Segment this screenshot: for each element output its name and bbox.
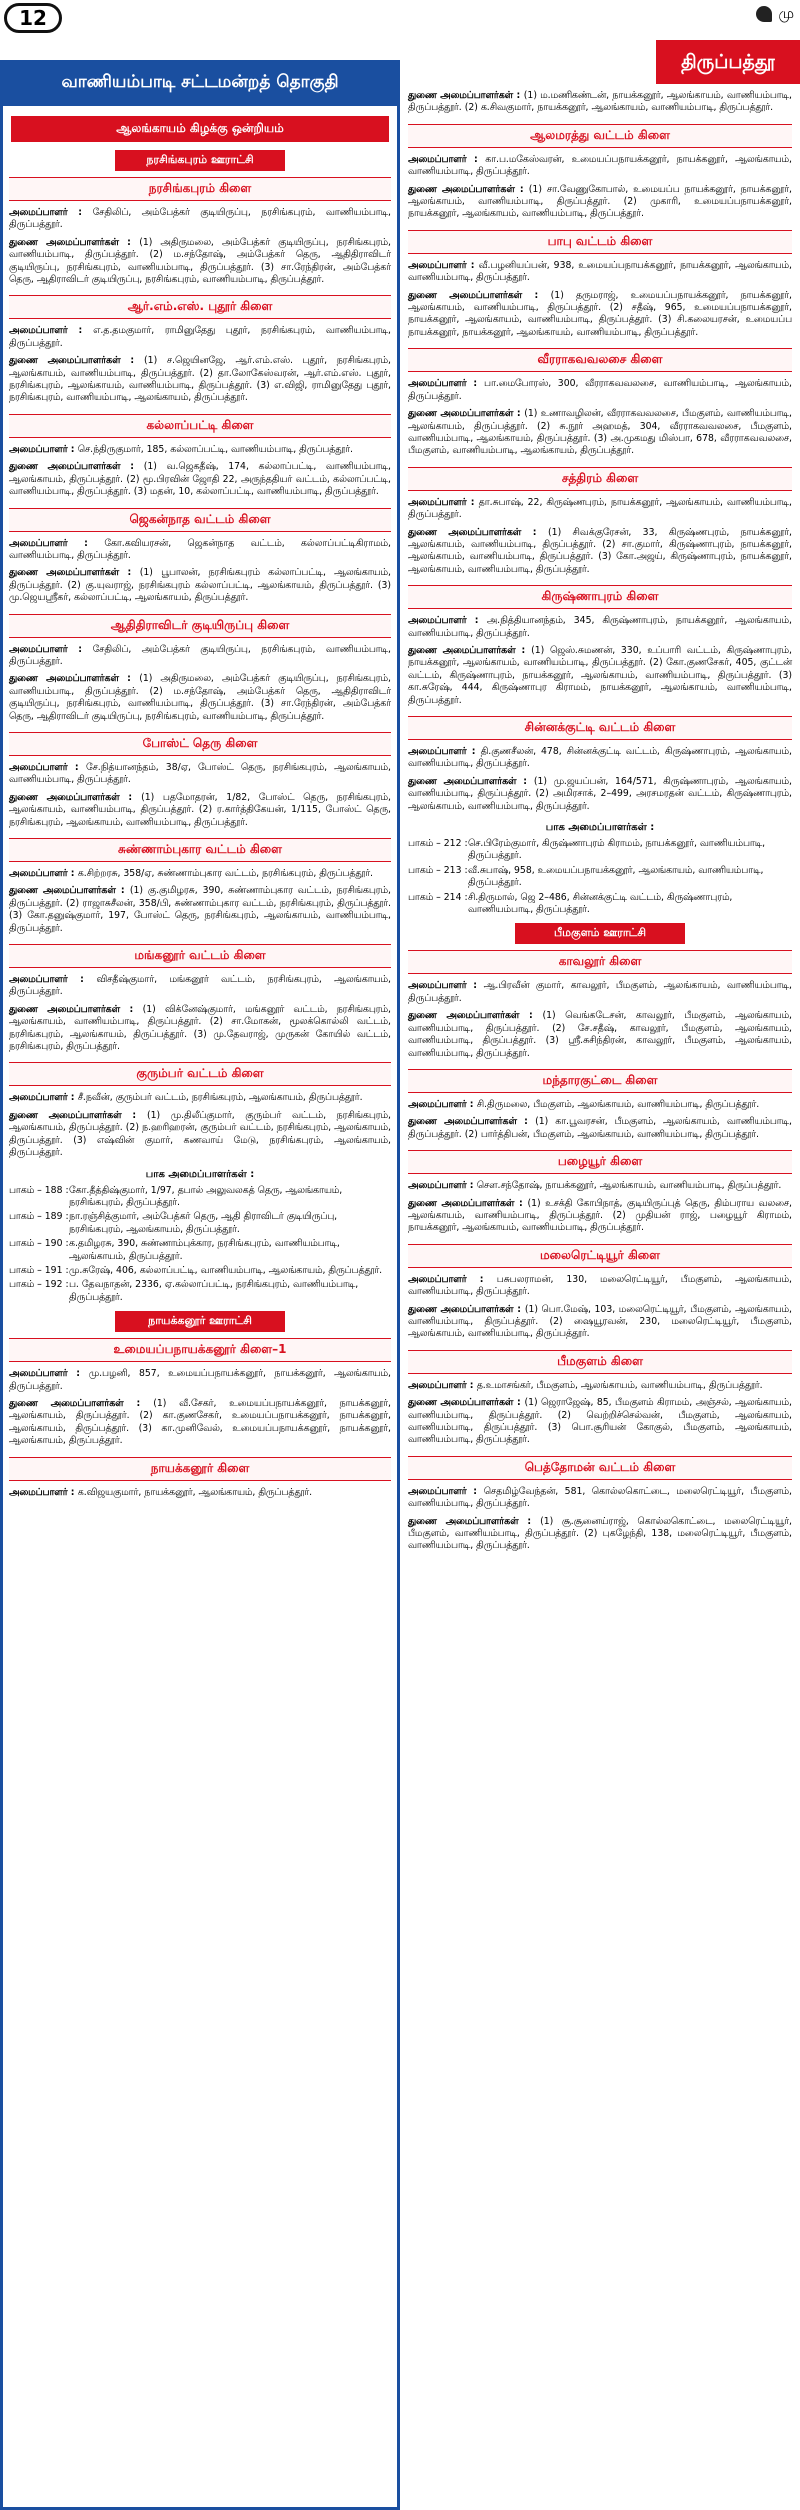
member-entry: [402, 1272, 798, 1302]
booth-number: பாகம் – 191 :: [9, 1264, 69, 1276]
member-entry: [402, 182, 798, 224]
branch-heading: கிருஷ்ணாபுரம் கிளை: [408, 585, 792, 609]
member-details: செதமிழ்வேந்தன், 581, கொல்லகொட்டை, மலைரெட்டியூர், பீமகுளம், வாணியம்பாடி, திருப்பத்தூர்.: [408, 1485, 792, 1510]
member-details: சே.நித்யானந்தம், 38/ஏ, போஸ்ட் தெரு, நரசிங்கபுரம், ஆலங்காயம், வாணியம்பாடி, திருப்பத்தூர்.: [9, 761, 391, 786]
member-details: சேதிலிப், அம்பேத்கர் குடியிருப்பு, நரசிங்கபுரம், வாணியம்பாடி, திருப்பத்தூர்.: [9, 207, 391, 231]
member-details: (1) சூ.சூனைய்ராஜ், கொல்லகொட்டை, மலைரெட்டியூர், பீமகுளம், வாணியம்பாடி, திருப்பத்தூர். (2) புகழேந்தி, 138, மலைரெட்டியூர், பீமகுளம், வாணியம்பாடி, திருப்பத்தூர்.: [408, 1515, 792, 1552]
member-entry: [3, 536, 397, 566]
member-details: (1) ம.மணிகண்டன், நாயக்கனூர், ஆலங்காயம், வாணியம்பாடி, திருப்பத்தூர். (2) க.சிவகுமார், நாயக்கனூர், ஆலங்காயம், வாணியம்பாடி, திருப்பத்தூர்.: [408, 90, 792, 114]
booth-entry: [3, 1237, 397, 1264]
role-label: அமைப்பாளர் :: [9, 207, 93, 218]
member-details: (1) அதிருமலை, அம்பேத்கர் குடியிருப்பு, நரசிங்கபுரம், வாணியம்பாடி, திருப்பத்தூர். (2) ம.சந்தோஷ், அம்பேத்கர் தெரு, ஆதிதிராவிடர் குடியிருப்பு, நரசிங்கபுரம், வாணியம்பாடி, திருப்பத்தூர். (3) சா.ரேந்திரன், அம்பேத்கர் தெரு, ஆதிராவிடர் குடியிருப்பு, நரசிங்கபுரம், வாணியம்பாடி, திருப்பத்தூர்.: [9, 236, 391, 286]
branch-heading: மங்கனூர் வட்டம் கிளை: [9, 944, 391, 968]
member-details: செள.சந்தோஷ், நாயக்கனூர், ஆலங்காயம், வாணியம்பாடி, திருப்பத்தூர்.: [476, 1180, 782, 1192]
district-banner: திருப்பத்தூ: [656, 40, 800, 84]
member-entry: [402, 495, 798, 525]
booth-number: பாகம் – 213 :: [408, 864, 468, 876]
member-details: (1) உசக்தி கோபிநாத், குடியிருப்புத் தெரு, திம்பராய வலசை, ஆலங்காயம், வாணியம்பாடி, திருப்பத்தூர். (2) முதியன் ராஜ், பழையூர் கிராமம், நாயக்கனூர், ஆலங்காயம், வாணியம்பாடி, திருப்பத்தூர்.: [408, 1197, 792, 1234]
booth-number: பாகம் – 212 :: [408, 838, 468, 850]
role-label: துணை அமைப்பாளர்கள் :: [9, 791, 142, 803]
branch-heading: சுண்ணாம்புகார வட்டம் கிளை: [9, 838, 391, 862]
branch-heading: பீமகுளம் கிளை: [408, 1350, 792, 1374]
panchayat-heading: நரசிங்கபுரம் ஊராட்சி: [115, 150, 285, 171]
panchayat-heading: நாயக்கனூர் ஊராட்சி: [115, 1311, 285, 1332]
role-label: அமைப்பாளர் :: [9, 974, 97, 986]
branch-heading: மலைரெட்டியூர் கிளை: [408, 1244, 792, 1268]
member-details: (1) சா.வேணுகோபால், உமையப்ப நாயக்கனூர், நாயக்கனூர், ஆலங்காயம், வாணியம்பாடி, திருப்பத்தூர். (2) முகாரி, உமையப்பநாயக்கனூர், நாயக்கனூர், ஆலங்காயம், வாணியம்பாடி, திருப்பத்தூர்.: [408, 183, 792, 220]
member-entry: [3, 760, 397, 790]
booth-entry: [3, 1278, 397, 1305]
member-entry: [402, 406, 798, 461]
member-details: கா.ப.மகேஸ்வரன், உமையப்பநாயக்கனூர், நாயக்கனூர், ஆலங்காயம், வாணியம்பாடி, திருப்பத்தூர்.: [408, 153, 792, 178]
member-entry: [3, 1366, 397, 1396]
branch-heading: நாயக்கனூர் கிளை: [9, 1457, 391, 1481]
member-details: விசதீஷ்குமார், மங்கனூர் வட்டம், நரசிங்கபுரம், ஆலங்காயம், திருப்பத்தூர்.: [9, 974, 391, 998]
role-label: அமைப்பாளர் :: [9, 325, 94, 337]
role-label: துணை அமைப்பாளர்கள் :: [408, 1010, 543, 1022]
logo-icon: [756, 6, 772, 22]
member-entry: [3, 1002, 397, 1057]
member-details: (1) பூபாலன், நரசிங்கபுரம் கல்லாப்பட்டி, ஆலங்காயம், திருப்பத்தூர். (2) கு.யுவராஜ், நரசிங்கபுரம் கல்லாப்பட்டி, ஆலங்காயம், திருப்பத்தூர். (3) மு.ஜெயஸ்ரீகர், கல்லாப்பட்டி, ஆலங்காயம், திருப்பத்தூர்.: [9, 567, 391, 604]
role-label: அமைப்பாளர் :: [408, 1180, 477, 1192]
member-entry: [402, 525, 798, 580]
member-details: (1) வீ.சேகர், உமையப்பநாயக்கனூர், நாயக்கனூர், ஆலங்காயம், திருப்பத்தூர். (2) கா.குணசேகர், உமையப்பநாயக்கனூர், நாயக்கனூர், ஆலங்காயம், திருப்பத்தூர். (3) கா.முனிவேல், உமையப்பநாயக்கனூர், நாயக்கனூர், ஆலங்காயம், திருப்பத்தூர்.: [9, 1397, 391, 1447]
role-label: துணை அமைப்பாளர்கள் :: [408, 90, 524, 101]
branch-heading: ஜெகன்நாத வட்டம் கிளை: [9, 508, 391, 532]
branch-heading: நரசிங்கபுரம் கிளை: [9, 177, 391, 201]
member-entry: [402, 376, 798, 406]
member-entry: [3, 235, 397, 290]
branch-heading: பழையூர் கிளை: [408, 1150, 792, 1174]
role-label: அமைப்பாளர் :: [9, 1368, 89, 1380]
member-details: (1) மு.ஜயப்பன், 164/571, கிருஷ்ணாபுரம், ஆலங்காயம், வாணியம்பாடி, திருப்பத்தூர். (2) அமிரசாக், 2–499, அரசமரதன் வட்டம், கிருஷ்ணாபுரம், ஆலங்காயம், வாணியம்பாடி, திருப்பத்தூர்.: [408, 775, 792, 812]
member-details: பசுபலராமன், 130, மலைரெட்டியூர், பீமகுளம், ஆலங்காயம், வாணியம்பாடி, திருப்பத்தூர்.: [408, 1273, 792, 1298]
booth-entry: [402, 837, 798, 864]
member-entry: [3, 565, 397, 607]
role-label: அமைப்பாளர் :: [9, 443, 78, 455]
role-label: அமைப்பாளர் :: [9, 537, 105, 549]
left-column: [0, 60, 400, 2510]
member-entry: [3, 671, 397, 726]
member-details: (1) பதமோதரன், 1/82, போஸ்ட் தெரு, நரசிங்கபுரம், ஆலங்காயம், வாணியம்பாடி, திருப்பத்தூர். (2) ர.கார்த்திகேயன், 1/115, போஸ்ட் தெரு, நரசிங்கபுரம், ஆலங்காயம், வாணியம்பாடி, திருப்பத்தூர்.: [9, 791, 391, 828]
role-label: அமைப்பாளர் :: [408, 378, 485, 390]
member-entry: [3, 459, 397, 501]
panchayat-heading: பீமகுளம் ஊராட்சி: [515, 923, 685, 944]
booth-details: வீ.சுபாஷ், 958, உமையப்பநாயக்கனூர், ஆலங்காயம், வாணியம்பாடி, திருப்பத்தூர்.: [468, 864, 764, 889]
member-entry: [3, 1090, 397, 1107]
role-label: துணை அமைப்பாளர்கள் :: [9, 1397, 154, 1409]
member-entry: [402, 1097, 798, 1114]
role-label: துணை அமைப்பாளர்கள் :: [408, 1116, 536, 1128]
role-label: அமைப்பாளர் :: [408, 259, 479, 271]
booth-number: பாகம் – 189 :: [9, 1211, 69, 1223]
member-entry: [402, 1484, 798, 1514]
branch-heading: உமையப்பநாயக்கனூர் கிளை–1: [9, 1338, 391, 1362]
union-heading: ஆலங்காயம் கிழக்கு ஒன்றியம்: [11, 116, 389, 142]
role-label: அமைப்பாளர் :: [408, 153, 486, 165]
role-label: துணை அமைப்பாளர்கள் :: [408, 1515, 541, 1527]
booth-number: பாகம் – 214 :: [408, 891, 468, 903]
role-label: அமைப்பாளர் :: [9, 868, 78, 879]
role-label: அமைப்பாளர் :: [408, 615, 487, 627]
masthead-text: மு: [778, 6, 794, 22]
right-column: [402, 88, 798, 2508]
member-entry: [402, 613, 798, 643]
role-label: அமைப்பாளர் :: [408, 746, 481, 757]
role-label: அமைப்பாளர் :: [408, 1273, 497, 1285]
member-details: (1) ஜெராஜேஷ், 85, பீமகுளம் கிராமம், அஞ்சல், ஆலங்காயம், வாணியம்பாடி, திருப்பத்தூர். (2) வெற்றிச்செல்வன், பீமகுளம், ஆலங்காயம், வாணியம்பாடி, திருப்பத்தூர். (3) பொ.சூரியன் கோகுல், பீமகுளம், ஆலங்காயம், வாணியம்பாடி, திருப்பத்தூர்.: [408, 1397, 792, 1446]
booth-details: சி.திருமால், ஜெ 2–486, சின்னக்குட்டி வட்டம், கிருஷ்ணாபுரம், வாணியம்பாடி, திருப்பத்தூர்.: [468, 891, 733, 916]
branch-heading: ஆலமரத்து வட்டம் கிளை: [408, 124, 792, 148]
page-header: [0, 0, 800, 36]
member-entry: [3, 323, 397, 353]
role-label: துணை அமைப்பாளர்கள் :: [408, 1397, 525, 1409]
role-label: அமைப்பாளர் :: [408, 1098, 477, 1110]
booth-subheading: பாக அமைப்பாளர்கள் :: [545, 822, 655, 834]
role-label: துணை அமைப்பாளர்கள் :: [408, 1303, 525, 1315]
role-label: அமைப்பாளர் :: [9, 761, 86, 773]
member-details: செ.ந்திருகுமார், 185, கல்லாப்பட்டி, வாணியம்பாடி, திருப்பத்தூர்.: [77, 443, 353, 455]
branch-heading: ஆர்.எம்.எஸ். புதூர் கிளை: [9, 295, 391, 319]
member-details: (1) ச.ஜெயினஜே, ஆர்.எம்.எஸ். புதூர், நரசிங்கபுரம், ஆலங்காயம், வாணியம்பாடி, திருப்பத்தூர். (2) தா.லோகேஸ்வரன், ஆர்.எம்.எஸ். புதூர், நரசிங்கபுரம், ஆலங்காயம், வாணியம்பாடி, திருப்பத்தூர். (3) எ.விஜி, ராமினுதேது புதூர், நரசிங்கபுரம், வாணியம்பாடி, ஆலங்காயம், திருப்பத்தூர்.: [9, 355, 391, 404]
member-details: (1) வ.ஜெகதீஷ், 174, கல்லாப்பட்டி, வாணியம்பாடி, ஆலங்காயம், திருப்பத்தூர். (2) மூ.பிரவின் ஜோதி 22, அருந்ததியர் வட்டம், கல்லாப்பட்டி, வாணியம்பாடி, திருப்பத்தூர். (3) மதன், 10, கல்லாப்பட்டி, வாணியம்பாடி, திருப்பத்தூர்.: [9, 461, 391, 498]
member-details: (1) அதிருமலை, அம்பேத்கர் குடியிருப்பு, நரசிங்கபுரம், வாணியம்பாடி, திருப்பத்தூர். (2) ம.சந்தோஷ், அம்பேத்கர் தெரு, ஆதிதிராவிடர் குடியிருப்பு, நரசிங்கபுரம், வாணியம்பாடி, திருப்பத்தூர். (3) சா.ரேந்திரன், அம்பேத்கர் தெரு, ஆதிராவிடர் குடியிருப்பு, நரசிங்கபுரம், வாணியம்பாடி, திருப்பத்தூர்.: [9, 673, 391, 722]
branch-heading: கல்லாப்பட்டி கிளை: [9, 414, 391, 438]
member-details: (1) கு.குமிழரசு, 390, சுண்ணாம்புகார வட்டம், நரசிங்கபுரம், திருப்பத்தூர். (2) ராஜாசுசீலன், 358/பி, சுண்ணாம்புகார வட்டம், நரசிங்கபுரம், திருப்பத்தூர். (3) கோ.தனுஷ்குமார், 197, போஸ்ட் தெரு, நரசிங்கபுரம், ஆலங்காயம், வாணியம்பாடி, திருப்பத்தூர்.: [9, 885, 391, 934]
member-details: அ.நித்தியானந்தம், 345, கிருஷ்ணாபுரம், நாயக்கனூர், ஆலங்காயம், வாணியம்பாடி, திருப்பத்தூர்.: [408, 615, 792, 639]
booth-entry: [402, 864, 798, 891]
member-entry: [402, 1196, 798, 1238]
member-entry: [402, 1008, 798, 1063]
role-label: துணை அமைப்பாளர்கள் :: [9, 236, 140, 248]
member-details: கோ.கவியரசன், ஜெகன்நாத வட்டம், கல்லாப்பட்டிகிராமம், வாணியம்பாடி, திருப்பத்தூர்.: [9, 537, 391, 561]
member-entry: [3, 866, 397, 883]
member-details: (1) சிவக்குரேசன், 33, கிருஷ்ணபுரம், நாயக்கனூர், ஆலங்காயம், வாணியம்பாடி, திருப்பத்தூர். (2) சா.குமார், கிருஷ்ணாபுரம், நாயக்கனூர், ஆலங்காயம், வாணியம்பாடி, திருப்பத்தூர். (3) கோ.அஜய், கிருஷ்ணாபுரம், நாயக்கனூர், ஆலங்காயம், வாணியம்பாடி, திருப்பத்தூர்.: [408, 526, 792, 575]
member-details: (1) உணாவழிலன், வீரராகவவலசை, பீமகுளம், வாணியம்பாடி, ஆலங்காயம், திருப்பத்தூர். (2) சு.நூர் அஹமத், 304, வீரராகவவலசை, பீமகுளம், வாணியம்பாடி, ஆலங்காயம், திருப்பத்தூர். (3) அ.முகமது மிஸ்பா, 678, வீரராகவவலசை, பீமகுளம், வாணியம்பாடி, ஆலங்காயம், திருப்பத்தூர்.: [408, 408, 792, 457]
member-details: க.சிற்றரசு, 358/ஏ, சுண்ணாம்புகார வட்டம், நரசிங்கபுரம், திருப்பத்தூர்.: [77, 868, 374, 879]
member-entry: [3, 442, 397, 459]
role-label: துணை அமைப்பாளர்கள் :: [9, 1109, 147, 1121]
booth-details: கோ.தீத்திஷ்குமார், 1/97, தபால் அலுவலகத் தெரு, ஆலங்காயம், நரசிங்கபுரம், திருப்பத்தூர்.: [69, 1184, 343, 1208]
member-entry: [402, 258, 798, 288]
booth-details: மு.சுரேஷ், 406, கல்லாப்பட்டி, வாணியம்பாடி, ஆலங்காயம், திருப்பத்தூர்.: [69, 1264, 383, 1276]
member-entry: [402, 1302, 798, 1344]
member-entry: [402, 152, 798, 182]
role-label: துணை அமைப்பாளர்கள் :: [408, 644, 532, 656]
member-details: (1) தருமராஜ், உமையப்பநாயக்கனூர், நாயக்கனூர், ஆலங்காயம், வாணியம்பாடி, திருப்பத்தூர். (2) சதீஷ், 965, உமையப்பநாயக்கனூர், நாயக்கனூர், ஆலங்காயம், வாணியம்பாடி, திருப்பத்தூர். (3) சி.கலையரசன், உமையப்ப நாயக்கனூர், நாயக்கனூர், ஆலங்காயம், வாணியம்பாடி, திருப்பத்தூர்.: [408, 289, 792, 338]
booth-number: பாகம் – 190 :: [9, 1238, 69, 1250]
branch-heading: போஸ்ட் தெரு கிளை: [9, 732, 391, 756]
member-details: தா.சுபாஷ், 22, கிருஷ்ணபுரம், நாயக்கனூர், ஆலங்காயம், வாணியம்பாடி, திருப்பத்தூர்.: [408, 496, 792, 521]
masthead-fragment: [756, 6, 794, 24]
booth-number: பாகம் – 188 :: [9, 1184, 69, 1196]
role-label: அமைப்பாளர் :: [9, 1092, 78, 1104]
role-label: துணை அமைப்பாளர்கள் :: [408, 775, 534, 787]
role-label: துணை அமைப்பாளர்கள் :: [9, 885, 130, 897]
member-entry: [3, 1485, 397, 1502]
member-entry: [402, 88, 798, 118]
member-details: த.உமாசங்கர், பீமகுளம், ஆலங்காயம், வாணியம்பாடி, திருப்பத்தூர்.: [476, 1379, 763, 1391]
booth-details: செ.பிரேம்குமார், கிருஷ்ணாபுரம் கிராமம், நாயக்கனூர், வாணியம்பாடி, திருப்பத்தூர்.: [468, 838, 766, 862]
member-details: ஆ.பிரவீன் குமார், காவலூர், பீமகுளம், ஆலங்காயம், வாணியம்பாடி, திருப்பத்தூர்.: [408, 980, 793, 1004]
member-entry: [402, 744, 798, 774]
branch-heading: குரும்பர் வட்டம் கிளை: [9, 1062, 391, 1086]
booth-entry: [3, 1210, 397, 1237]
member-entry: [402, 643, 798, 710]
booth-details: ப. தேவநாதன், 2336, ஏ.கல்லாப்பட்டி, நரசிங்கபுரம், வாணியம்பாடி, திருப்பத்தூர்.: [69, 1279, 359, 1303]
member-details: தி.குணசீலன், 478, சின்னக்குட்டி வட்டம், கிருஷ்ணாபுரம், ஆலங்காயம், வாணியம்பாடி, திருப்பத்தூர்.: [408, 746, 792, 770]
branch-heading: பாபு வட்டம் கிளை: [408, 230, 792, 254]
booth-entry: [3, 1264, 397, 1278]
member-details: (1) மு.திலீப்குமார், குரும்பர் வட்டம், நரசிங்கபுரம், ஆலங்காயம், திருப்பத்தூர். (2) ந.ஹரிஹரன், குரும்பர் வட்டம், நரசிங்கபுரம், ஆலங்காயம், திருப்பத்தூர். (3) எஷ்வின் குமார், கணவாய் மேடு, நரசிங்கபுரம், ஆலங்காயம், திருப்பத்தூர்.: [9, 1109, 391, 1159]
member-entry: [3, 353, 397, 408]
member-entry: [402, 1395, 798, 1450]
role-label: துணை அமைப்பாளர்கள் :: [408, 183, 529, 195]
role-label: துணை அமைப்பாளர்கள் :: [408, 1197, 528, 1209]
role-label: அமைப்பாளர் :: [408, 1485, 484, 1497]
member-details: (1) ஜெஸ்.சுமணன், 330, உப்பாரி வட்டம், கிருஷ்ணாபுரம், நாயக்கனூர், ஆலங்காயம், வாணியம்பாடி, திருப்பத்தூர். (2) கோ.குணசேகர், 405, குட்டன் வட்டம், கிருஷ்ணாபுரம், நாயக்கனூர், ஆலங்காயம், வாணியம்பாடி, திருப்பத்தூர். (3) கா.சுரேஷ், 444, கிருஷ்ணாபுர கிராமம், நாயக்கனூர், ஆலங்காயம், வாணியம்பாடி, திருப்பத்தூர்.: [408, 644, 792, 706]
booth-entry: [3, 1184, 397, 1211]
role-label: துணை அமைப்பாளர்கள் :: [408, 408, 525, 420]
role-label: துணை அமைப்பாளர்கள் :: [408, 526, 549, 538]
branch-heading: வீரராகவவலசை கிளை: [408, 348, 792, 372]
member-entry: [3, 883, 397, 938]
member-details: (1) பொ.மேஷ், 103, மலைரெட்டியூர், பீமகுளம், ஆலங்காயம், வாணியம்பாடி, திருப்பத்தூர். (2) ஷையூரவன், 230, மலைரெட்டியூர், பீமகுளம், ஆலங்காயம், வாணியம்பாடி, திருப்பத்தூர்.: [408, 1303, 792, 1340]
branch-heading: மந்தாரகுட்டை கிளை: [408, 1069, 792, 1093]
role-label: அமைப்பாளர் :: [9, 1486, 78, 1498]
member-entry: [402, 1378, 798, 1395]
branch-heading: சத்திரம் கிளை: [408, 467, 792, 491]
branch-heading: பெத்தோமன் வட்டம் கிளை: [408, 1456, 792, 1480]
member-entry: [402, 978, 798, 1008]
member-details: மு.பழனி, 857, உமையப்பநாயக்கனூர், நாயக்கனூர், ஆலங்காயம், திருப்பத்தூர்.: [9, 1368, 391, 1392]
role-label: அமைப்பாளர் :: [9, 643, 93, 655]
role-label: துணை அமைப்பாளர்கள் :: [9, 461, 144, 473]
booth-details: க.தமிழரசு, 390, சுண்ணாம்புக்கார, நரசிங்கபுரம், வாணியம்பாடி, ஆலங்காயம், திருப்பத்தூர்.: [69, 1238, 340, 1262]
member-entry: [402, 1114, 798, 1144]
member-details: சீ.நவீன், குரும்பர் வட்டம், நரசிங்கபுரம், ஆலங்காயம், திருப்பத்தூர்.: [77, 1092, 363, 1104]
role-label: துணை அமைப்பாளர்கள் :: [9, 1003, 143, 1015]
branch-heading: ஆதிதிராவிடர் குடியிருப்பு கிளை: [9, 614, 391, 638]
member-details: (1) கா.பூவரசன், பீமகுளம், ஆலங்காயம், வாணியம்பாடி, திருப்பத்தூர். (2) பார்த்திபன், பீமகுளம், ஆலங்காயம், வாணியம்பாடி, திருப்பத்தூர்.: [408, 1116, 792, 1140]
member-details: க.விஜயகுமார், நாயக்கனூர், ஆலங்காயம், திருப்பத்தூர்.: [77, 1486, 313, 1498]
member-entry: [3, 642, 397, 672]
constituency-title: வாணியம்பாடி சட்டமன்றத் தொகுதி: [3, 60, 397, 106]
role-label: அமைப்பாளர் :: [408, 496, 479, 508]
member-details: எ.த.தமகுமார், ராமினுதேது புதூர், நரசிங்கபுரம், வாணியம்பாடி, திருப்பத்தூர்.: [9, 325, 391, 349]
branch-heading: சின்னக்குட்டி வட்டம் கிளை: [408, 716, 792, 740]
member-entry: [3, 1108, 397, 1163]
booth-subheading: பாக அமைப்பாளர்கள் :: [145, 1168, 255, 1180]
member-details: பா.மைபோரஸ், 300, வீரராகவவலசை, வாணியம்பாடி, ஆலங்காயம், திருப்பத்தூர்.: [408, 378, 792, 402]
role-label: துணை அமைப்பாளர்கள் :: [408, 289, 551, 301]
member-entry: [402, 288, 798, 343]
member-entry: [402, 1514, 798, 1556]
member-details: சேதிலிப், அம்பேத்கர் குடியிருப்பு, நரசிங்கபுரம், வாணியம்பாடி, திருப்பத்தூர்.: [9, 643, 391, 667]
member-details: சி.திருமலை, பீமகுளம், ஆலங்காயம், வாணியம்பாடி, திருப்பத்தூர்.: [476, 1098, 760, 1110]
member-entry: [402, 774, 798, 816]
role-label: துணை அமைப்பாளர்கள் :: [9, 673, 140, 685]
member-entry: [3, 972, 397, 1002]
booth-number: பாகம் – 192 :: [9, 1279, 69, 1291]
member-entry: [3, 205, 397, 235]
role-label: துணை அமைப்பாளர்கள் :: [9, 355, 145, 367]
booth-details: நா.ரஞ்சித்குமார், அம்பேத்கர் தெரு, ஆதி திராவிடர் குடியிருப்பு, நரசிங்கபுரம், ஆலங்காயம், திருப்பத்தூர்.: [69, 1211, 338, 1235]
booth-entry: [402, 891, 798, 918]
member-details: வீ.பழனியப்பன், 938, உமையப்பநாயக்கனூர், நாயக்கனூர், ஆலங்காயம், வாணியம்பாடி, திருப்பத்தூர்.: [408, 259, 792, 284]
member-details: (1) விக்னேஷ்குமார், மங்கனூர் வட்டம், நரசிங்கபுரம், ஆலங்காயம், வாணியம்பாடி, திருப்பத்தூர். (2) சா.மோகன், மூலக்கொல்லி வட்டம், நரசிங்கபுரம், ஆலங்காயம், திருப்பத்தூர். (3) மு.தேவராஜ், முருகன் கோயில் வட்டம், நரசிங்கபுரம், திருப்பத்தூர்.: [9, 1003, 391, 1053]
page-number: 12: [4, 3, 62, 33]
role-label: துணை அமைப்பாளர்கள் :: [9, 567, 140, 579]
branch-heading: காவலூர் கிளை: [408, 950, 792, 974]
member-entry: [3, 1396, 397, 1451]
member-details: (1) வெங்கடேசன், காவலூர், பீமகுளம், ஆலங்காயம், வாணியம்பாடி, திருப்பத்தூர். (2) சே.சதீஷ், காவலூர், பீமகுளம், ஆலங்காயம், வாணியம்பாடி, திருப்பத்தூர். (3) ஸ்ரீ.சுசிந்திரன், காவலூர், பீமகுளம், ஆலங்காயம், வாணியம்பாடி, திருப்பத்தூர்.: [408, 1010, 792, 1059]
member-entry: [3, 790, 397, 832]
member-entry: [402, 1178, 798, 1195]
role-label: அமைப்பாளர் :: [408, 980, 484, 992]
role-label: அமைப்பாளர் :: [408, 1379, 477, 1391]
